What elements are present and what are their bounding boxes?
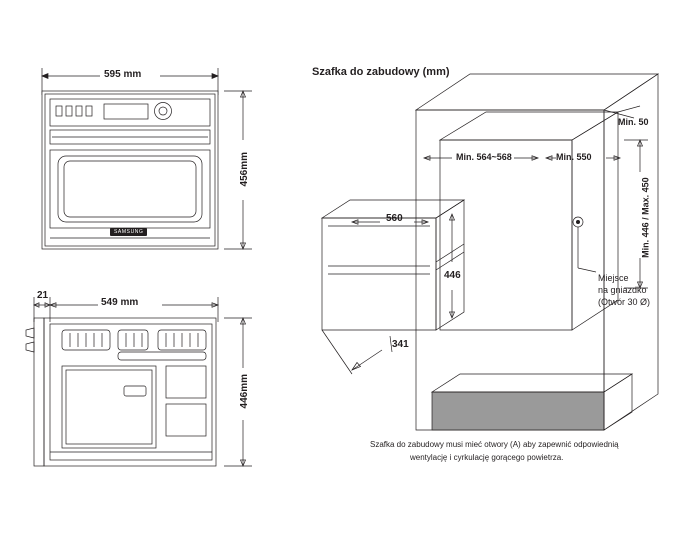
oven-width-label: 560: [386, 213, 403, 224]
oven-depth-label: 341: [392, 339, 409, 350]
brand-logo: SAMSUNG: [110, 228, 147, 236]
cabinet-view-group: [322, 74, 658, 430]
side-depth-label: 549 mm: [101, 297, 139, 308]
side-offset-label: 21: [37, 290, 49, 301]
front-height-label: 456mm: [238, 152, 250, 187]
min-top-label: Min. 50: [618, 117, 649, 127]
socket-note-line2: na gniazdko: [598, 285, 647, 295]
front-view-group: [42, 68, 252, 249]
front-width-label: 595 mm: [104, 69, 142, 80]
oven-height-label: 446: [444, 270, 461, 281]
side-height-label: 446mm: [238, 374, 250, 409]
footnote-line-2: wentylację i cyrkulację gorącego powietrza.: [410, 453, 564, 462]
socket-note-line1: Miejsce: [598, 273, 629, 283]
socket-note-line3: (Otwór 30 Ø): [598, 297, 651, 307]
min-max-height-label: Min. 446 / Max. 450: [640, 177, 651, 258]
side-view-group: [26, 297, 252, 466]
min-depth-label: Min. 550: [556, 152, 592, 162]
page-title: Szafka do zabudowy (mm): [312, 66, 450, 78]
footnote-line-1: Szafka do zabudowy musi mieć otwory (A) aby zapewnić odpowiednią: [370, 440, 619, 449]
min-width-label: Min. 564~568: [456, 152, 512, 162]
